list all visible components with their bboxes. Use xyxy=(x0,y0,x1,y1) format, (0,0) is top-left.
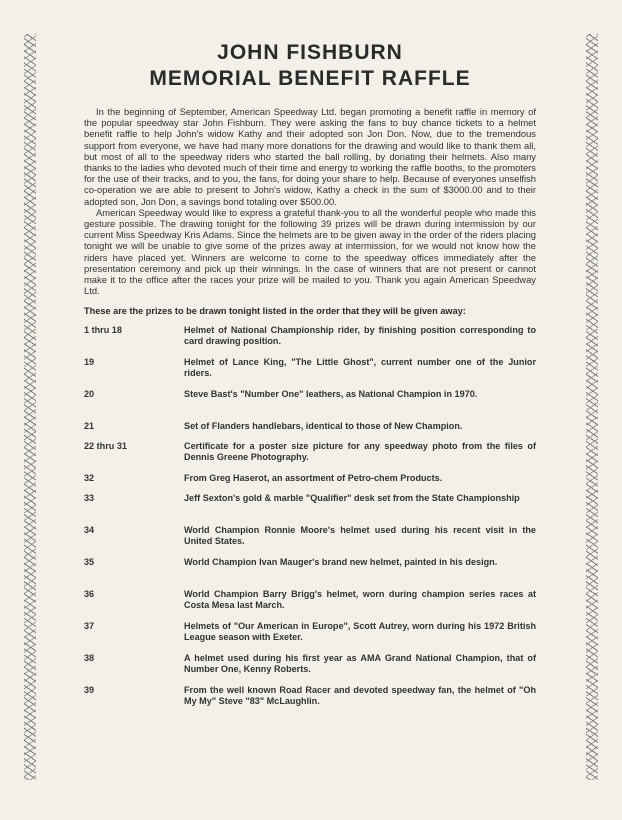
prize-description: Certificate for a poster size picture for any speedway photo from the files of Dennis Greene Photography. xyxy=(184,441,536,463)
prize-description: World Champion Barry Brigg's helmet, worn during champion series races at Costa Mesa last March. xyxy=(184,589,536,611)
prize-row xyxy=(84,473,536,493)
prize-row xyxy=(84,389,536,421)
prize-number: 39 xyxy=(84,685,95,696)
prize-description: Helmets of "Our American in Europe", Scott Autrey, worn during his 1972 British League season with Exeter. xyxy=(184,621,536,643)
prize-number: 32 xyxy=(84,473,95,484)
prize-description: From the well known Road Racer and devoted speedway fan, the helmet of "Oh My My" Steve "83" McLaughlin. xyxy=(184,685,536,707)
prize-row xyxy=(84,653,536,685)
intro-paragraph: In the beginning of September, American Speedway Ltd. began promoting a benefit raffle in memory of the popular speedway star John Fishburn. They were asking the fans to buy chance tickets to a helmet benefit raffle to help John's widow Kathy and their adopted son Jon Don. Now, due to the tremendous support from everyone, we have had many more donations for the drawing and would like to thank them all, but most of all to the speedway riders who started the ball rolling, by donating their helmets. Also many thanks to the ladies who devoted much of their time and energy to working the raffle booths, to the promoters for the use of their tracks, and to you, the fans, for doing your share to help. Because of everyones unselfish co-operation we are able to present to John's widow, Kathy a check in the sum of $3000.00 and to their adopted son, Jon Don, a savings bond totaling over $500.00. xyxy=(84,106,536,207)
decorative-border-left xyxy=(24,34,36,780)
document-page xyxy=(84,40,536,717)
prize-number: 36 xyxy=(84,589,95,600)
prize-row xyxy=(84,357,536,389)
title-line: JOHN FISHBURN xyxy=(217,41,403,64)
prize-description: Jeff Sexton's gold & marble "Qualifier" desk set from the State Championship xyxy=(184,493,520,504)
document-title xyxy=(84,40,536,92)
prize-number: 33 xyxy=(84,493,95,504)
prize-number: 22 thru 31 xyxy=(84,441,127,452)
prize-description: From Greg Haserot, an assortment of Petro-chem Products. xyxy=(184,473,443,484)
intro-text xyxy=(84,106,536,296)
prize-number: 37 xyxy=(84,621,95,632)
prize-number: 21 xyxy=(84,421,95,432)
prize-row xyxy=(84,685,536,717)
prize-description: A helmet used during his first year as AMA Grand National Champion, that of Number One, Kenny Roberts. xyxy=(184,653,536,675)
prize-row xyxy=(84,589,536,621)
prizes-heading: These are the prizes to be drawn tonight listed in the order that they will be given away: xyxy=(84,306,466,317)
title-line: MEMORIAL BENEFIT RAFFLE xyxy=(149,67,471,90)
prize-description: Steve Bast's "Number One" leathers, as National Champion in 1970. xyxy=(184,389,478,400)
prize-number: 34 xyxy=(84,525,95,536)
prize-number: 20 xyxy=(84,389,95,400)
prize-row xyxy=(84,325,536,357)
prize-number: 35 xyxy=(84,557,95,568)
prize-row xyxy=(84,525,536,557)
prize-description: Helmet of National Championship rider, by finishing position corresponding to card drawing position. xyxy=(184,325,536,347)
prize-row xyxy=(84,441,536,473)
prize-number: 19 xyxy=(84,357,95,368)
prize-description: World Champion Ivan Mauger's brand new helmet, painted in his design. xyxy=(184,557,498,568)
prize-row xyxy=(84,493,536,525)
prize-number: 38 xyxy=(84,653,95,664)
prize-list xyxy=(84,325,536,717)
prize-row xyxy=(84,421,536,441)
decorative-border-right xyxy=(586,34,598,780)
prize-description: Helmet of Lance King, "The Little Ghost", current number one of the Junior riders. xyxy=(184,357,536,379)
prize-row xyxy=(84,621,536,653)
prize-description: Set of Flanders handlebars, identical to those of New Champion. xyxy=(184,421,463,432)
prize-description: World Champion Ronnie Moore's helmet used during his recent visit in the United States. xyxy=(184,525,536,547)
intro-paragraph: American Speedway would like to express a grateful thank-you to all the wonderful people who made this gesture possible. The drawing tonight for the following 39 prizes will be drawn during intermission by our current Miss Speedway Kris Adams. Since the helmets are to be given away in the order of the riders placing tonight we will be unable to give some of the prizes away at intermission, for we would not know how the riders have placed yet. Winners are welcome to come to the speedway offices immediately after the presentation ceremony and pick up their winnings. In the case of winners that are not present or cannot make it to the office after the races your prize will be mailed to you. Thank you again American Speedway Ltd. xyxy=(84,206,536,297)
prize-row xyxy=(84,557,536,589)
prize-number: 1 thru 18 xyxy=(84,325,122,336)
